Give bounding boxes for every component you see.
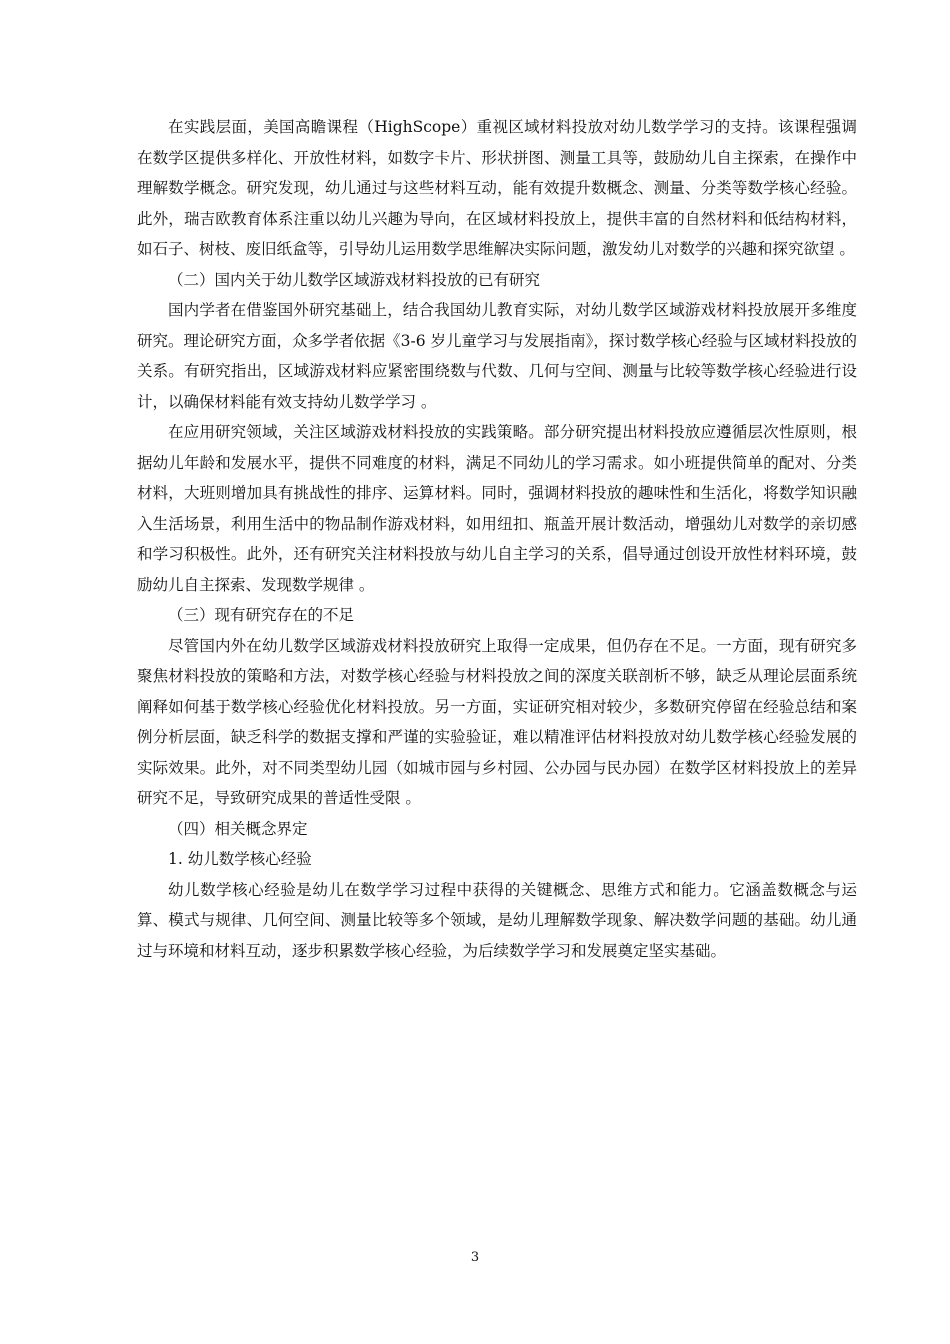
document-body (137, 112, 857, 966)
section-heading-domestic-research: （二）国内关于幼儿数学区域游戏材料投放的已有研究 (168, 270, 541, 289)
page-number: 3 (470, 1250, 480, 1265)
paragraph-core-experience-definition: 幼儿数学核心经验是幼儿在数学学习过程中获得的关键概念、思维方式和能力。它涵盖数概念与运算、模式与规律、几何空间、测量比较等多个领域，是幼儿理解数学现象、解决数学问题的基础。幼儿通过与环境和材料互动，逐步积累数学核心经验，为后续数学学习和发展奠定坚实基础。 (137, 880, 857, 960)
paragraph-domestic-theory: 国内学者在借鉴国外研究基础上，结合我国幼儿教育实际，对幼儿数学区域游戏材料投放展开多维度研究。理论研究方面，众多学者依据《3-6 岁儿童学习与发展指南》，探讨数学核心经验与区域材料投放的关系。有研究指出，区域游戏材料应紧密围绕数与代数、几何与空间、测量与比较等数学核心经验进行设计，以确保材料能有效支持幼儿数学学习 。 (137, 301, 857, 411)
section-heading-concept-definition: （四）相关概念界定 (168, 819, 308, 838)
subheading-math-core-experience: 1. 幼儿数学核心经验 (168, 850, 312, 868)
paragraph-application-research: 在应用研究领域，关注区域游戏材料投放的实践策略。部分研究提出材料投放应遵循层次性原则，根据幼儿年龄和发展水平，提供不同难度的材料，满足不同幼儿的学习需求。如小班提供简单的配对、分类材料，大班则增加具有挑战性的排序、运算材料。同时，强调材料投放的趣味性和生活化，将数学知识融入生活场景，利用生活中的物品制作游戏材料，如用纽扣、瓶盖开展计数活动，增强幼儿对数学的亲切感和学习积极性。此外，还有研究关注材料投放与幼儿自主学习的关系，倡导通过创设开放性材料环境，鼓励幼儿自主探索、发现数学规律 。 (137, 423, 857, 594)
section-heading-shortcomings: （三）现有研究存在的不足 (168, 606, 355, 624)
paragraph-shortcomings: 尽管国内外在幼儿数学区域游戏材料投放研究上取得一定成果，但仍存在不足。一方面，现有研究多聚焦材料投放的策略和方法，对数学核心经验与材料投放之间的深度关联剖析不够，缺乏从理论层面系统阐释如何基于数学核心经验优化材料投放。另一方面，实证研究相对较少，多数研究停留在经验总结和案例分析层面，缺乏科学的数据支撑和严谨的实验验证，难以精准评估材料投放对幼儿数学核心经验发展的实际效果。此外，对不同类型幼儿园（如城市园与乡村园、公办园与民办园）在数学区材料投放上的差异研究不足，导致研究成果的普适性受限 。 (137, 636, 857, 807)
paragraph-highscope-practice: 在实践层面，美国高瞻课程（HighScope）重视区域材料投放对幼儿数学学习的支持。该课程强调在数学区提供多样化、开放性材料，如数字卡片、形状拼图、测量工具等，鼓励幼儿自主探索，在操作中理解数学概念。研究发现，幼儿通过与这些材料互动，能有效提升数概念、测量、分类等数学核心经验。此外，瑞吉欧教育体系注重以幼儿兴趣为导向，在区域材料投放上，提供丰富的自然材料和低结构材料，如石子、树枝、废旧纸盒等，引导幼儿运用数学思维解决实际问题，激发幼儿对数学的兴趣和探究欲望 。 (137, 118, 857, 258)
